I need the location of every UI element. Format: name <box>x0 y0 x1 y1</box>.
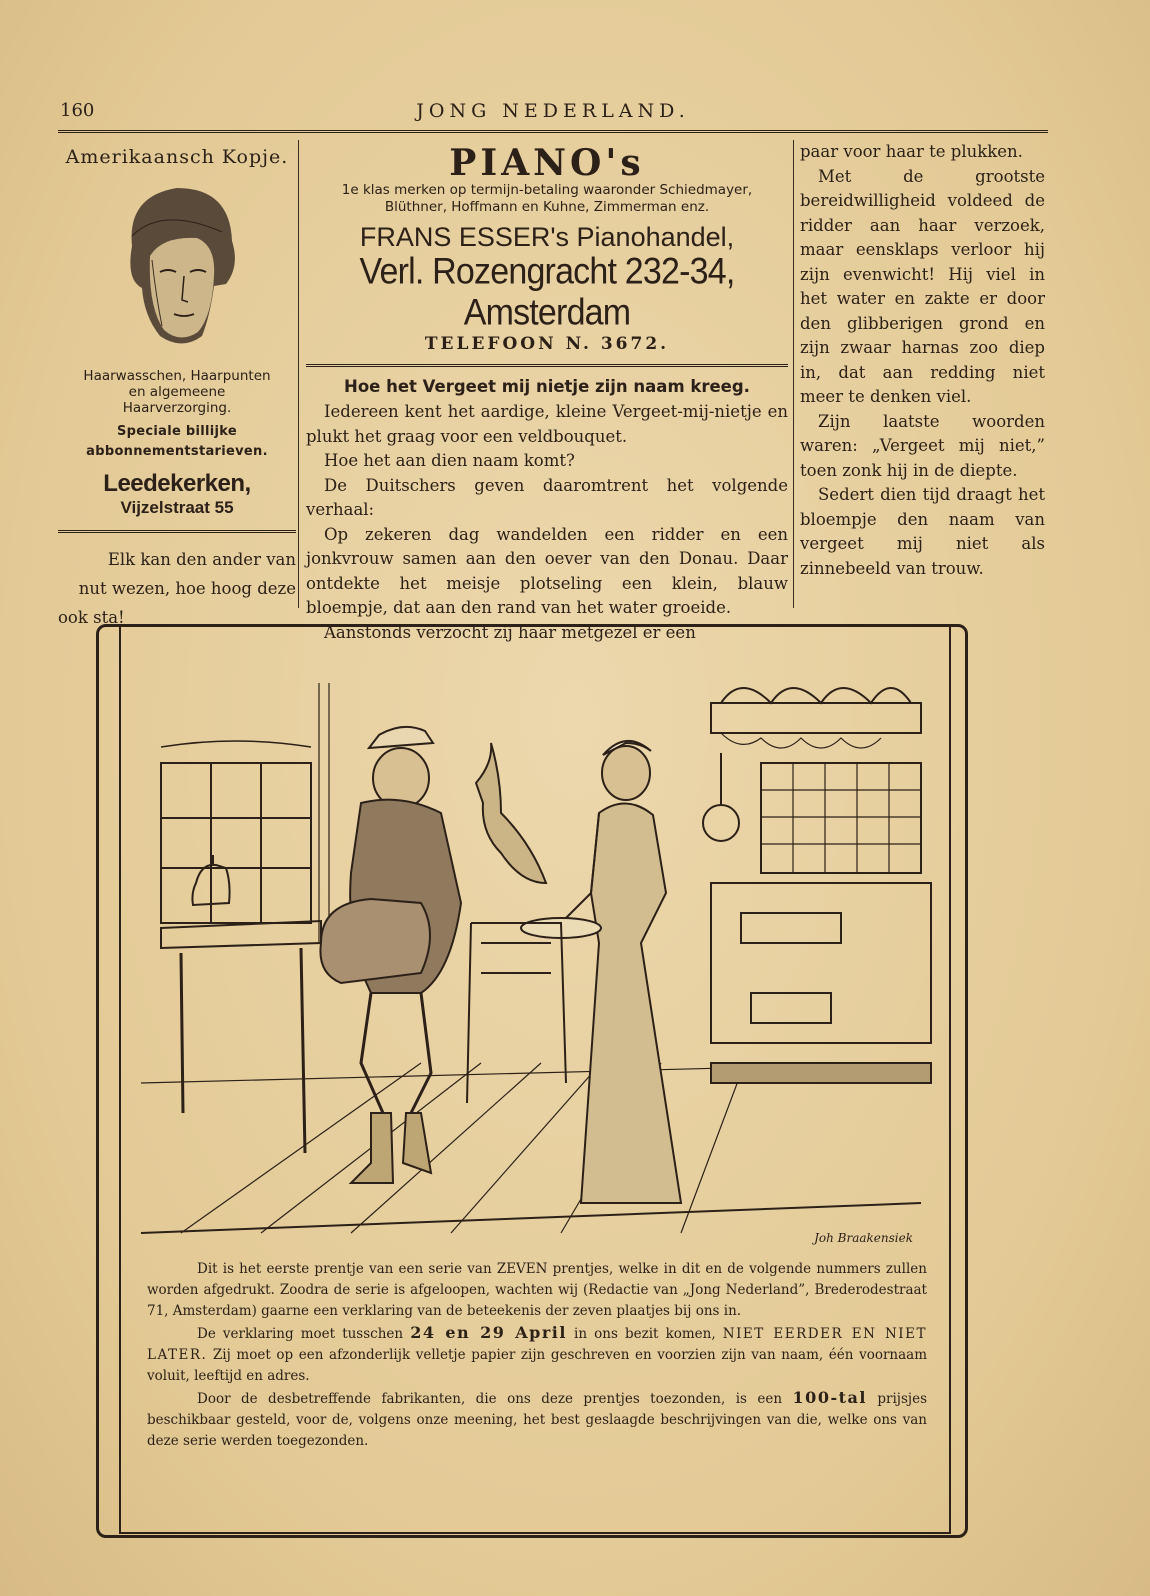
page-number: 160 <box>60 100 95 121</box>
piano-ad-address: Verl. Rozengracht 232-34, Amsterdam <box>359 250 735 334</box>
illustration-panel <box>119 627 951 1534</box>
artist-signature: Joh Braakensiek <box>814 1231 913 1245</box>
masthead: JONG NEDERLAND. <box>416 100 690 122</box>
divider <box>306 364 788 367</box>
hair-ad-rates: Speciale billijke abbonnementstarieven. <box>86 424 268 459</box>
illustration-frame <box>96 624 968 1538</box>
hair-ad-title: Amerikaansch Kopje. <box>65 146 289 168</box>
hair-ad-address: Leedekerken, Vijzelstraat 55 <box>103 470 251 517</box>
hair-ad-services: Haarwasschen, Haarpunten en algemeene Haarverzorging. <box>83 368 271 416</box>
caption-prizes: Door de desbetreffende fabrikanten, die ons deze prentjes toezonden, is een 100-tal prijsjes beschikbaar gesteld, voor de, volgens onze meening, het best geslaagde beschrijvingen van die, welke ons van deze serie werden toegezonden. <box>147 1388 928 1449</box>
story-title: Hoe het Vergeet mij nietje zijn naam kreeg. <box>344 377 750 396</box>
caption-deadline: De verklaring moet tusschen 24 en 29 April in ons bezit komen, NIET EERDER EN NIET LATER. Zij moet op een afzonderlijk velletje papier zijn geschreven en voorzien zijn van naam, één voornaam voluit, leeftijd en adres. <box>147 1323 928 1384</box>
kitchen-illustration <box>121 643 949 1263</box>
right-column: paar voor haar te plukken. Met de grootste bereidwilligheid voldeed de ridder aan haar verzoek, maar eensklaps verloor hij zijn evenwicht! Hij viel in het water en zakte er door den glibberigen grond en zijn zwaar harnas zoo diep in, dat aan redding niet meer te denken viel. Zijn laatste woorden waren: „Vergeet mij niet,” toen zonk hij in de diepte. Sedert dien tijd draagt het bloempje den naam van vergeet mij niet als zinnebeeld van trouw. <box>800 142 1045 578</box>
piano-ad-brands: 1e klas merken op termijn-betaling waaronder Schiedmayer, Blüthner, Hoffmann en Kuhne, Zimmerman enz. <box>341 182 753 215</box>
piano-ad-shop: FRANS ESSER's Pianohandel, <box>359 222 735 252</box>
divider <box>58 530 296 533</box>
portrait-illustration <box>102 176 252 356</box>
column-rule <box>298 140 299 608</box>
piano-ad-telephone: TELEFOON N. 3672. <box>424 334 670 354</box>
story-body: Iedereen kent het aardige, kleine Vergeet-mij-nietje en plukt het graag voor een veldbouquet. Hoe het aan dien naam komt? De Duitschers geven daaromtrent het volgende verhaal: Op zekeren dag wandelden een ridder en een jonkvrouw samen aan den oever van den Donau. Daar ontdekte het meisje plotseling een klein, blauw bloempje, dat aan den rand van het water groeide. Aanstonds verzocht zij haar metgezel er een <box>306 402 788 642</box>
page-header <box>58 96 1048 133</box>
left-column <box>58 140 296 632</box>
piano-ad-title: PIANO's <box>449 142 645 184</box>
motto: Elk kan den ander van nut wezen, hoe hoog deze ook sta! <box>58 550 296 627</box>
illustration-caption: Dit is het eerste prentje van een serie van ZEVEN prentjes, welke in dit en de volgende nummers zullen worden afgedrukt. Zoodra de serie is afgeloopen, wachten wij (Redactie van „Jong Nederland”, Brederodestraat 71, Amsterdam) gaarne een verklaring van de beteekenis der zeven plaatjes bij ons in. De verklaring moet tusschen 24 en 29 April in ons bezit komen, NIET EERDER EN NIET LATER. Zij moet op een afzonderlijk velletje papier zijn geschreven en voorzien zijn van naam, één voornaam voluit, leeftijd en adres. Door de desbetreffende fabrikanten, die ons deze prentjes toezonden, is een 100-tal prijsjes beschikbaar gesteld, voor de, volgens onze meening, het best geslaagde beschrijvingen van die, welke ons van deze serie werden toegezonden. <box>147 1259 927 1452</box>
column-rule <box>793 140 794 608</box>
middle-column <box>306 140 788 645</box>
